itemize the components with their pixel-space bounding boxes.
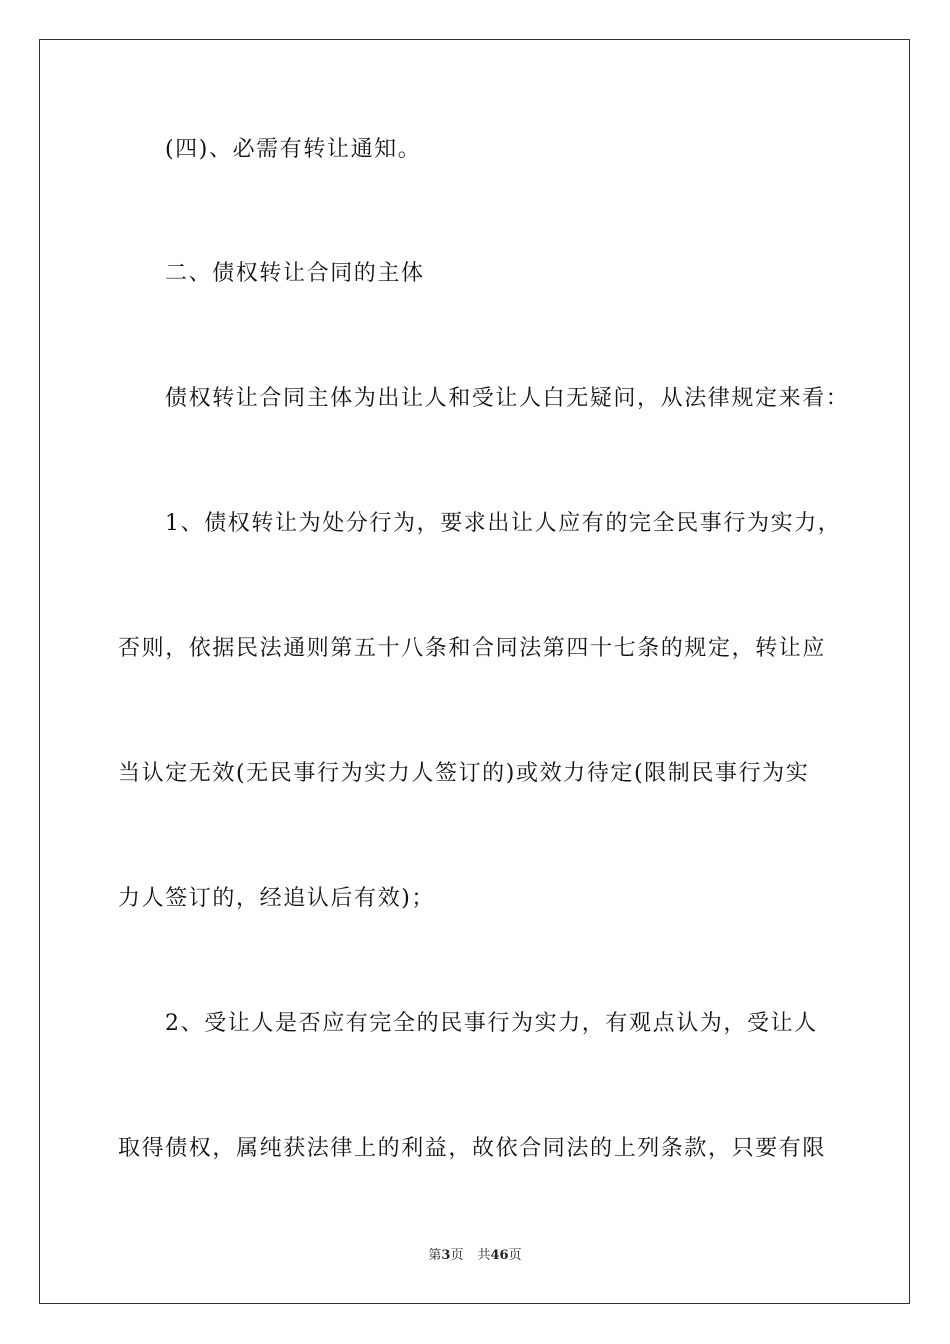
footer-total-suffix: 页 (508, 1248, 522, 1263)
paragraph-line: 力人签订的，经追认后有效)； (118, 886, 435, 911)
paragraph-line: 2、受让人是否应有完全的民事行为实力，有观点认为，受让人 (165, 1011, 818, 1036)
paragraph-line: 1、债权转让为处分行为，要求出让人应有的完全民事行为实力， (165, 511, 842, 536)
section-heading: 二、债权转让合同的主体 (165, 261, 425, 286)
paragraph-intro: 债权转让合同主体为出让人和受让人白无疑问，从法律规定来看： (165, 386, 850, 411)
paragraph-line: 否则，依据民法通则第五十八条和合同法第四十七条的规定，转让应 (118, 636, 827, 661)
footer-total-prefix: 共 (477, 1248, 491, 1263)
paragraph-notice: (四)、必需有转让通知。 (165, 137, 422, 162)
footer-page-number: 3 (441, 1248, 451, 1263)
paragraph-line: 当认定无效(无民事行为实力人签订的)或效力待定(限制民事行为实 (118, 761, 810, 786)
page-footer (0, 1247, 950, 1265)
footer-page-suffix: 页 (450, 1248, 464, 1263)
footer-total-number: 46 (490, 1248, 509, 1263)
page-border (39, 39, 910, 1304)
footer-page-prefix: 第 (428, 1248, 442, 1263)
paragraph-line: 取得债权，属纯获法律上的利益，故依合同法的上列条款，只要有限 (118, 1136, 827, 1161)
